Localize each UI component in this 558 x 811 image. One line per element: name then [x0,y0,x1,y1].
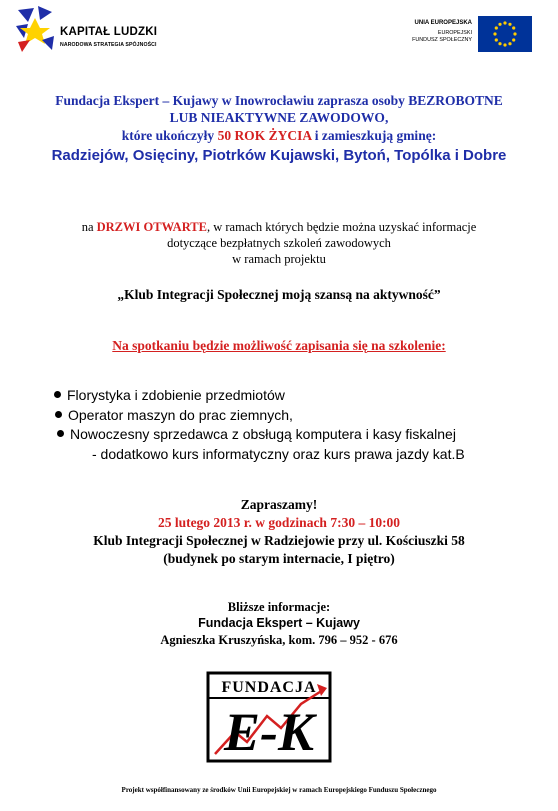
list-item [50,386,540,406]
event-date: 25 lutego 2013 r. w godzinach 7:30 – 10:00 [157,515,401,530]
training-3: Nowoczesny sprzedawca z obsługą komputera i kasy fiskalnej [70,426,456,442]
event-place-note: (budynek po starym internacie, I piętro) [163,551,395,566]
intro-line-2: LUB NIEAKTYWNE ZAWODOWO, [169,110,389,125]
ue-label: UNIA EUROPEJSKA [414,20,472,26]
age-highlight: 50 ROK ŻYCIA [217,128,312,143]
open-doors-highlight: DRZWI OTWARTE [96,220,207,234]
bullet-icon [57,430,64,437]
open-doors-rest: , w ramach których będzie można uzyskać informacje [206,220,477,234]
contact-title: Bliższe informacje: [227,600,331,614]
contact-org: Fundacja Ekspert – Kujawy [198,616,360,630]
logo-letters: E-K [223,702,315,762]
trainings-list [50,386,540,464]
kapital-ludzki-logo [14,6,184,54]
fundacja-ek-logo-graphic [205,670,333,764]
project-name: „Klub Integracji Społecznej moją szansą na aktywność” [117,287,441,302]
kapital-ludzki-title: KAPITAŁ LUDZKI [60,26,158,38]
event-place: Klub Integracji Społecznej w Radziejowie przy ul. Kościuszki 58 [93,533,465,548]
invite-title: Zapraszamy! [240,497,318,512]
intro-line-1: Fundacja Ekspert – Kujawy w Inowrocławiu zaprasza osoby BEZROBOTNE [55,93,503,108]
efs-line2: FUNDUSZ SPOŁECZNY [412,37,472,43]
training-1: Florystyka i zdobienie przedmiotów [67,387,285,403]
bullet-icon [55,411,62,418]
kapital-ludzki-star-icon [14,6,56,52]
fundacja-ek-logo [205,670,333,764]
intro-line-3 [0,127,558,144]
open-doors-line-3: w ramach projektu [232,252,326,266]
logo-word: FUNDACJA [221,679,317,696]
bullet-icon [54,391,61,398]
signup-note: Na spotkaniu będzie możliwość zapisania się na szkolenie: [112,338,446,353]
open-doors-na: na [81,220,97,234]
efs-label [392,30,472,44]
kapital-ludzki-subtitle: NARODOWA STRATEGIA SPÓJNOŚCI [60,42,157,48]
intro-line-3-c: i zamieszkują gminę: [311,128,437,143]
training-extra: - dodatkowo kurs informatyczny oraz kurs prawa jazdy kat.B [92,445,465,462]
contact-person: Agnieszka Kruszyńska, kom. 796 – 952 - 676 [160,633,398,647]
training-2: Operator maszyn do prac ziemnych, [68,406,293,423]
eu-logo-block [392,16,552,54]
intro-line-3-a: które ukończyły [121,128,218,143]
efs-line1: EUROPEJSKI [437,30,472,36]
open-doors-line-2: dotyczące bezpłatnych szkoleń zawodowych [167,236,391,250]
list-item [50,406,540,426]
open-doors-line-1 [0,220,558,236]
municipalities: Radziejów, Osięciny, Piotrków Kujawski, Bytoń, Topólka i Dobre [51,147,507,164]
list-item [50,425,540,445]
footer-note: Projekt współfinansowany ze środków Unii Europejskiej w ramach Europejskiego Funduszu Społecznego [121,786,437,794]
eu-flag-icon [478,16,532,52]
